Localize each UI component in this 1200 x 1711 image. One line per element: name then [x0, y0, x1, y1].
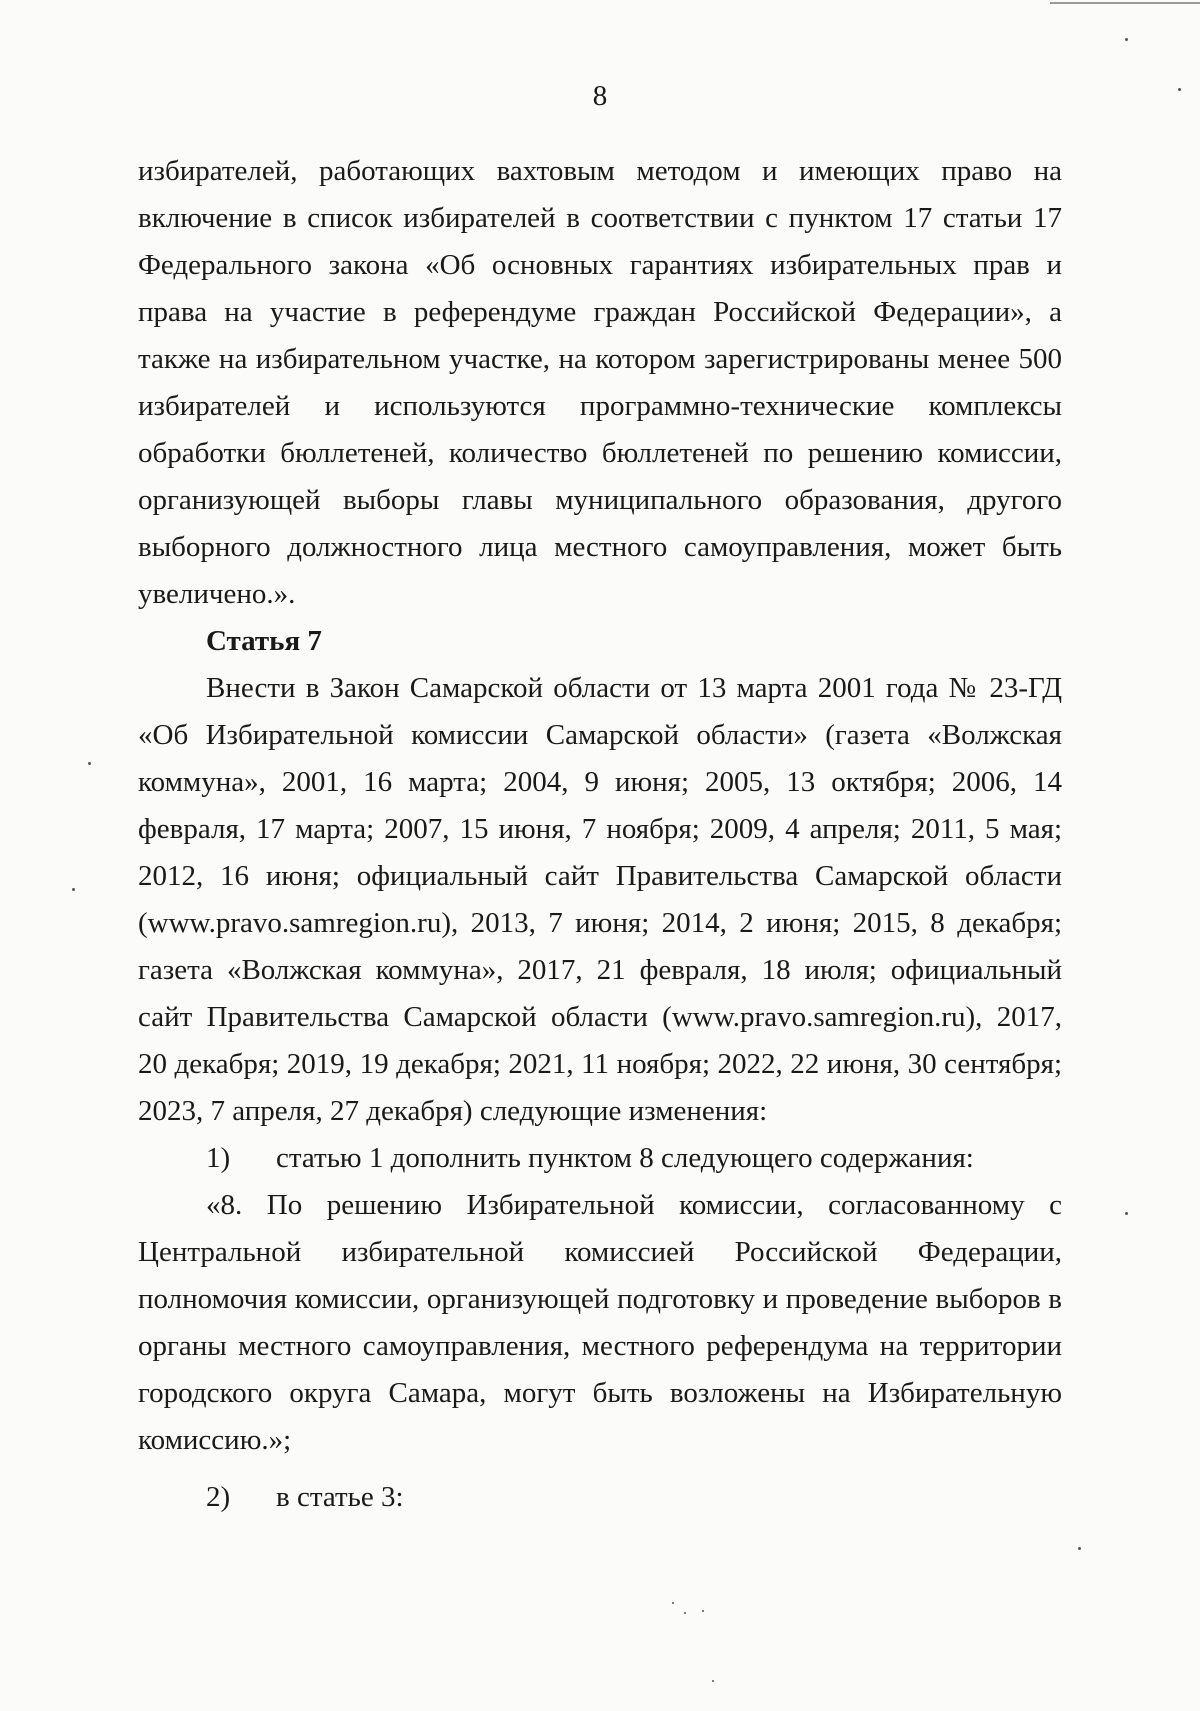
list-item-2-text: в статье 3: [276, 1481, 404, 1513]
continuation-paragraph: избирателей, работающих вахтовым методом и имеющих право на включение в список избирателей в соответствии с пунктом 17 статьи 17 Федерального закона «Об основных гарантиях избирательных прав и права на участие в референдуме граждан Российской Федерации», а также на избирательном участке, на котором зарегистрированы менее 500 избирателей и используются программно-технические комплексы обработки бюллетеней, количество бюллетеней по решению комиссии, организующей выборы главы муниципального образования, другого выборного должностного лица местного самоуправления, может быть увеличено.». [138, 155, 1062, 610]
scan-speck [1125, 1212, 1128, 1215]
scan-artifact-line [1050, 2, 1200, 4]
scan-speck [672, 1602, 674, 1604]
article-heading: Статья 7 [206, 625, 322, 657]
scan-speck [702, 1610, 704, 1612]
scan-speck [712, 1680, 714, 1682]
document-body [138, 148, 1062, 1521]
list-item-2 [138, 1474, 1062, 1521]
list-item-2-number: 2) [206, 1481, 231, 1513]
list-item-1-number: 1) [206, 1142, 231, 1174]
list-item-1-text: статью 1 дополнить пунктом 8 следующего содержания: [276, 1142, 974, 1174]
scan-speck [684, 1612, 686, 1614]
scan-speck [1078, 1547, 1081, 1550]
scan-speck [88, 762, 91, 765]
list-item-1 [138, 1135, 1062, 1182]
amendment-quote-paragraph: «8. По решению Избирательной комиссии, согласованному с Центральной избирательной комиссией Российской Федерации, полномочия комиссии, организующей подготовку и проведение выборов в органы местного самоуправления, местного референдума на территории городского округа Самара, могут быть возложены на Избирательную комиссию.»; [138, 1189, 1062, 1456]
scan-speck [1125, 38, 1128, 41]
scan-speck [1178, 88, 1181, 91]
scan-speck [72, 888, 75, 891]
article-intro-paragraph: Внести в Закон Самарской области от 13 марта 2001 года № 23-ГД «Об Избирательной комиссии Самарской области» (газета «Волжская коммуна», 2001, 16 марта; 2004, 9 июня; 2005, 13 октября; 2006, 14 февраля, 17 марта; 2007, 15 июня, 7 ноября; 2009, 4 апреля; 2011, 5 мая; 2012, 16 июня; официальный сайт Правительства Самарской области (www.pravo.samregion.ru), 2013, 7 июня; 2014, 2 июня; 2015, 8 декабря; газета «Волжская коммуна», 2017, 21 февраля, 18 июля; официальный сайт Правительства Самарской области (www.pravo.samregion.ru), 2017, 20 декабря; 2019, 19 декабря; 2021, 11 ноября; 2022, 22 июня, 30 сентября; 2023, 7 апреля, 27 декабря) следующие изменения: [138, 672, 1062, 1127]
page-number: 8 [592, 80, 608, 112]
